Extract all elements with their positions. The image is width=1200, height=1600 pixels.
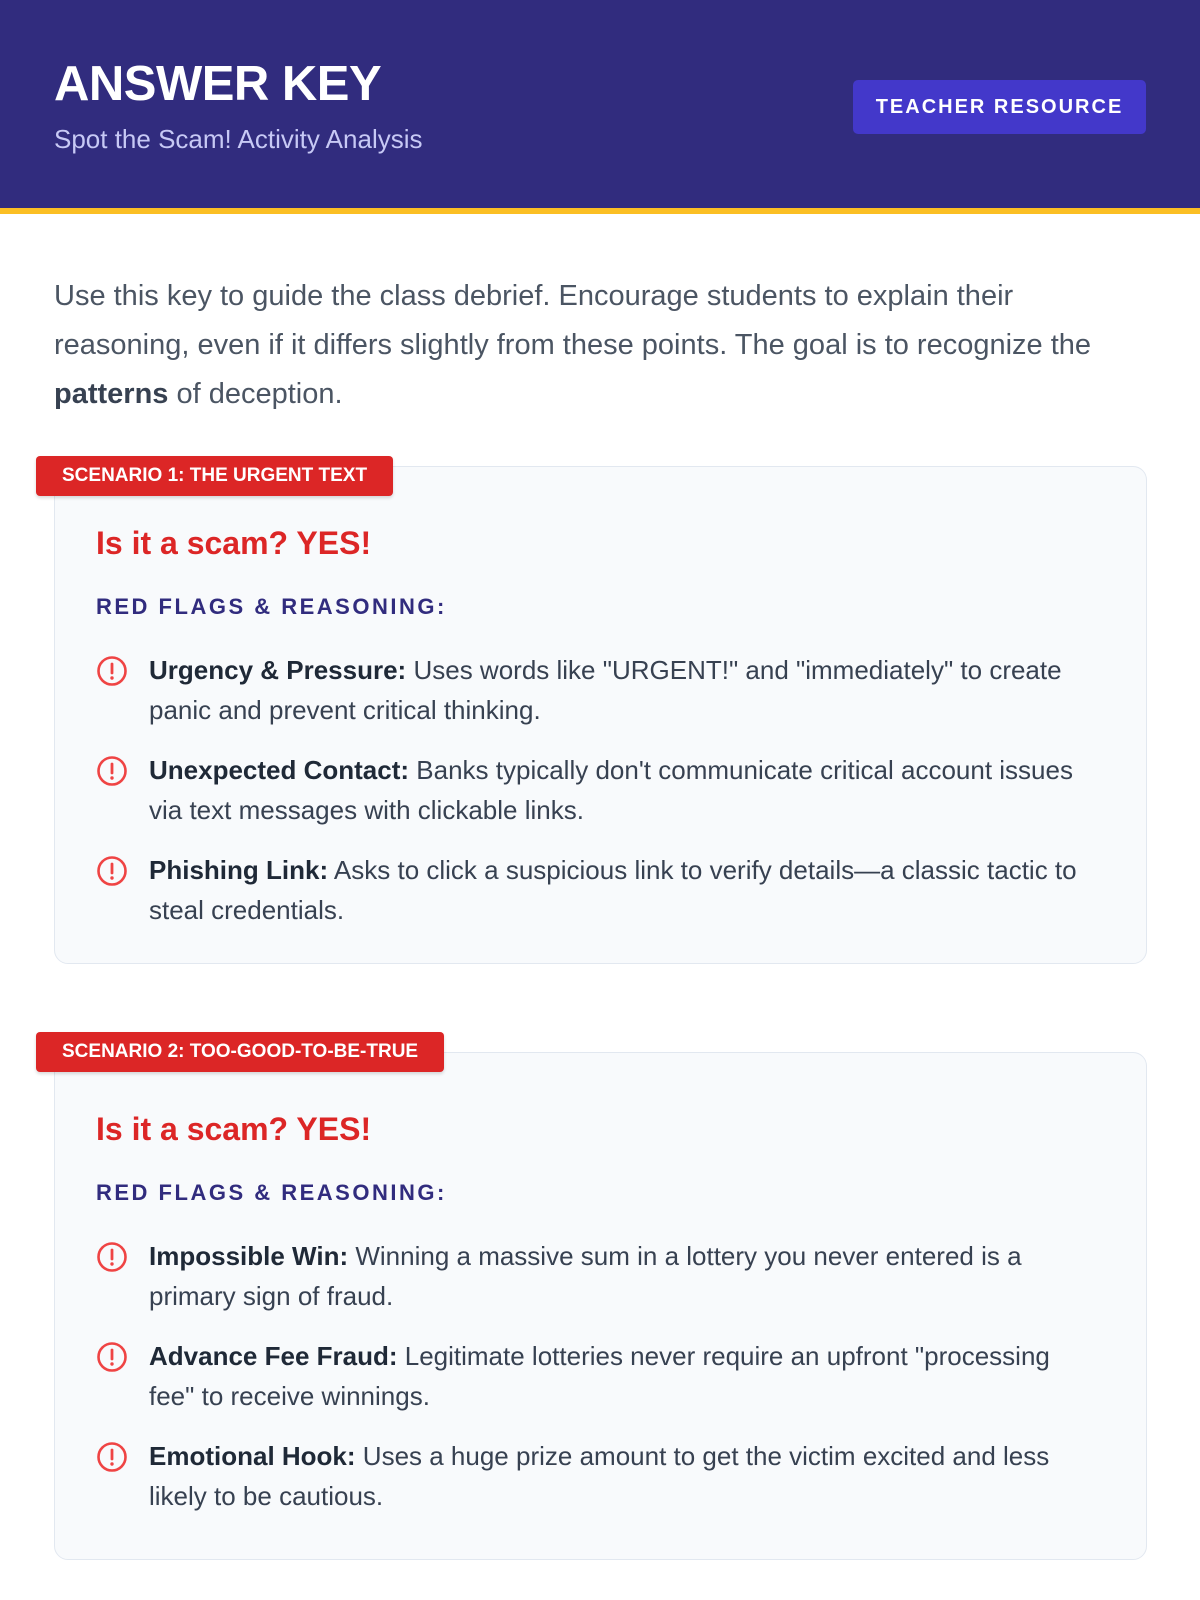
red-flag-item (96, 650, 1096, 730)
red-flag-item (96, 850, 1096, 930)
red-flag-item (96, 1436, 1096, 1516)
alert-circle-icon (96, 1341, 128, 1373)
alert-circle-icon (96, 1241, 128, 1273)
scenario-tag-2: SCENARIO 2: TOO-GOOD-TO-BE-TRUE (36, 1032, 444, 1072)
red-flag-title: Phishing Link: (149, 855, 329, 885)
scenario-verdict: Is it a scam? YES! (96, 525, 372, 561)
intro-emphasis: patterns (54, 378, 169, 410)
red-flag-text: Uses a huge prize amount to get the victim excited and less likely to be cautious. (149, 1441, 1050, 1511)
red-flag-title: Urgency & Pressure: (149, 655, 407, 685)
red-flag-text: Asks to click a suspicious link to verify details—a classic tactic to steal credentials. (149, 855, 1077, 925)
red-flag-title: Impossible Win: (149, 1241, 349, 1271)
red-flag-text: Uses words like "URGENT!" and "immediately" to create panic and prevent critical thinking. (149, 655, 1062, 725)
alert-circle-icon (96, 755, 128, 787)
red-flag-title: Advance Fee Fraud: (149, 1341, 398, 1371)
teacher-resource-badge: TEACHER RESOURCE (853, 80, 1146, 134)
red-flag-text: Banks typically don't communicate critical account issues via text messages with clickable links. (149, 755, 1073, 825)
page-title: ANSWER KEY (54, 57, 382, 111)
red-flag-title: Unexpected Contact: (149, 755, 410, 785)
alert-circle-icon (96, 1441, 128, 1473)
red-flags-list (96, 650, 1096, 950)
red-flag-text: Legitimate lotteries never require an upfront "processing fee" to receive winnings. (149, 1341, 1050, 1411)
intro-text: Use this key to guide the class debrief. Encourage students to explain their reasoning, even if it differs slightly from these points. The goal is to recognize the (54, 280, 1092, 361)
red-flag-title: Emotional Hook: (149, 1441, 356, 1471)
scenario-card-1 (54, 466, 1147, 964)
red-flag-item (96, 1336, 1096, 1416)
scenario-card-2 (54, 1052, 1147, 1560)
red-flags-heading: RED FLAGS & REASONING: (96, 594, 447, 619)
page-header (0, 0, 1200, 214)
intro-paragraph (54, 272, 1144, 419)
alert-circle-icon (96, 655, 128, 687)
red-flag-item (96, 1236, 1096, 1316)
intro-text-end: of deception. (168, 378, 343, 410)
red-flag-text: Winning a massive sum in a lottery you never entered is a primary sign of fraud. (149, 1241, 1022, 1311)
scenario-tag-1: SCENARIO 1: THE URGENT TEXT (36, 456, 393, 496)
scenario-verdict: Is it a scam? YES! (96, 1111, 372, 1147)
red-flags-list (96, 1236, 1096, 1536)
page-subtitle: Spot the Scam! Activity Analysis (54, 124, 423, 154)
alert-circle-icon (96, 855, 128, 887)
red-flag-item (96, 750, 1096, 830)
red-flags-heading: RED FLAGS & REASONING: (96, 1180, 447, 1205)
